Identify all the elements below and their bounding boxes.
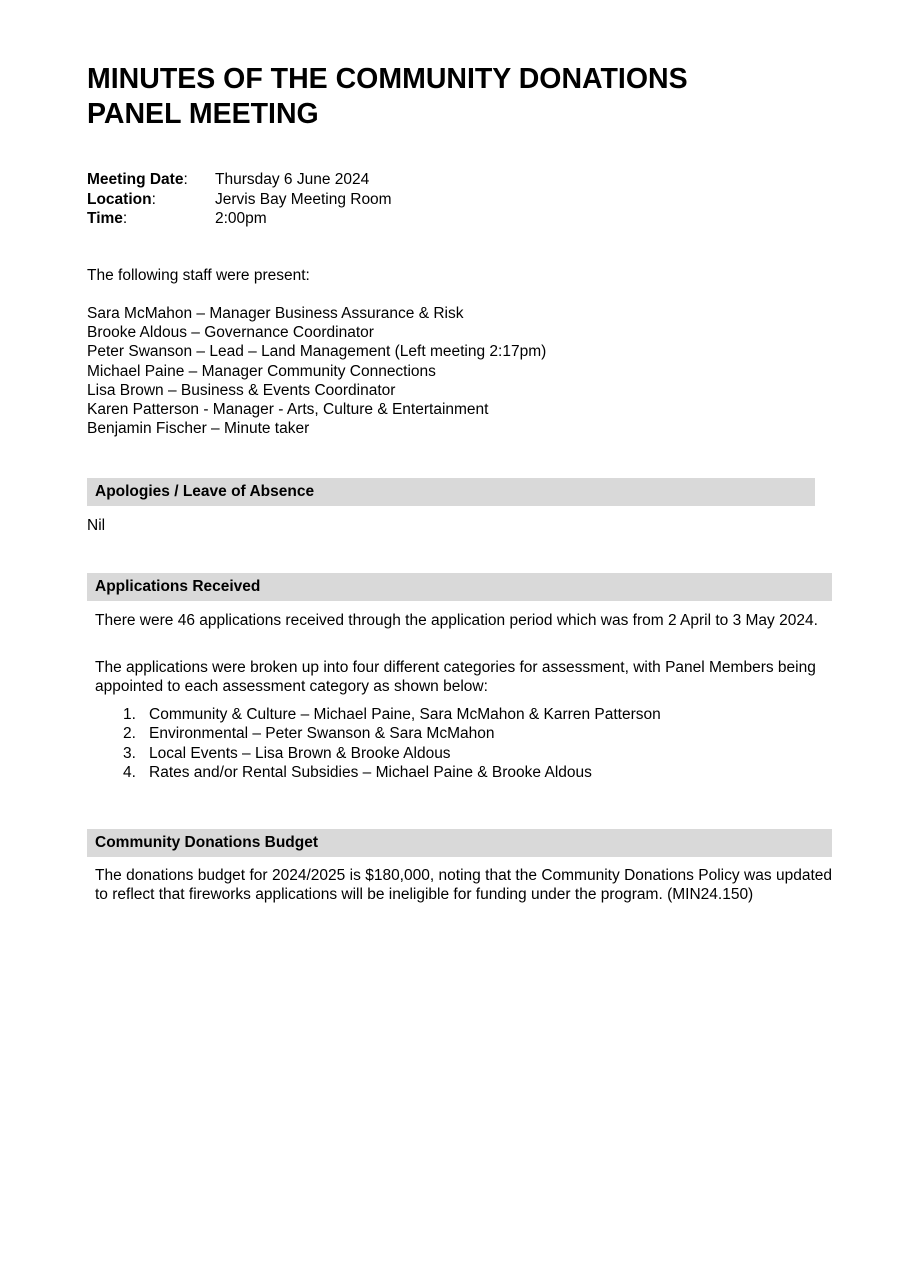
applications-heading: Applications Received (87, 573, 832, 601)
list-item-text: Community & Culture – Michael Paine, Sara McMahon & Karren Patterson (149, 706, 661, 723)
document-title (87, 62, 688, 132)
list-item-number: 2. (123, 725, 136, 743)
list-item-text: Environmental – Peter Swanson & Sara McMahon (149, 725, 495, 743)
meeting-location-value: Jervis Bay Meeting Room (215, 190, 392, 208)
staff-member: Benjamin Fischer – Minute taker (87, 420, 310, 438)
staff-member: Karen Patterson - Manager - Arts, Culture & Entertainment (87, 401, 489, 419)
meeting-date-row (87, 170, 392, 190)
staff-list (87, 304, 546, 438)
budget-body: The donations budget for 2024/2025 is $180,000, noting that the Community Donations Policy was updated to reflect that fireworks applications will be ineligible for funding under the program. (MIN24.150) (95, 867, 832, 903)
staff-member: Brooke Aldous – Governance Coordinator (87, 324, 374, 342)
meeting-location-label-cell: Location: (87, 190, 156, 208)
staff-member: Michael Paine – Manager Community Connections (87, 362, 436, 380)
meeting-location-row (87, 190, 392, 210)
staff-member: Lisa Brown – Business & Events Coordinator (87, 381, 396, 399)
staff-member: Peter Swanson – Lead – Land Management (Left meeting 2:17pm) (87, 343, 547, 361)
meeting-time-row (87, 209, 392, 229)
meeting-details (87, 170, 392, 229)
list-item (123, 705, 661, 724)
meeting-date-value: Thursday 6 June 2024 (215, 171, 370, 188)
document-page (87, 0, 832, 1273)
meeting-time-value: 2:00pm (215, 210, 267, 227)
apologies-body: Nil (87, 517, 106, 534)
list-item-text: Local Events – Lisa Brown & Brooke Aldous (149, 744, 451, 762)
apologies-heading: Apologies / Leave of Absence (87, 478, 815, 506)
meeting-date-label: Meeting Date (87, 171, 184, 188)
list-item-number: 3. (123, 744, 136, 762)
list-item-number: 1. (123, 706, 136, 723)
list-item-text: Rates and/or Rental Subsidies – Michael Paine & Brooke Aldous (149, 763, 592, 781)
staff-member: Sara McMahon – Manager Business Assurance & Risk (87, 305, 464, 322)
budget-heading: Community Donations Budget (87, 829, 832, 857)
meeting-time-label-cell: Time: (87, 210, 128, 227)
list-item-number: 4. (123, 763, 136, 781)
list-item (123, 763, 661, 782)
applications-paragraph-2: The applications were broken up into four different categories for assessment, with Panel Members being appointed to each assessment category as shown below: (95, 659, 816, 695)
meeting-location-label: Location (87, 190, 152, 208)
assessment-categories-list (123, 705, 661, 782)
meeting-date-label-cell: Meeting Date: (87, 171, 188, 188)
document-title-line-1: MINUTES OF THE COMMUNITY DONATIONS (87, 63, 688, 95)
applications-paragraph-1: There were 46 applications received through the application period which was from 2 April to 3 May 2024. (95, 612, 818, 629)
meeting-time-label: Time (87, 210, 123, 227)
list-item (123, 744, 661, 763)
staff-intro: The following staff were present: (87, 267, 310, 284)
list-item (123, 724, 661, 743)
document-title-line-2: PANEL MEETING (87, 98, 319, 130)
